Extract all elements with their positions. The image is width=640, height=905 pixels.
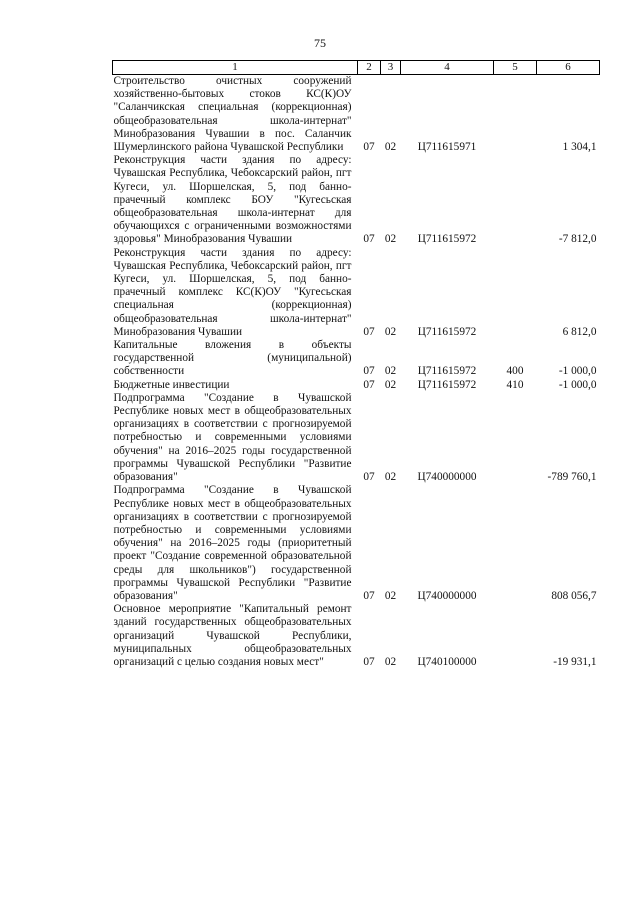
row-expense-type: 410 xyxy=(506,378,524,391)
table-row xyxy=(113,379,600,392)
row-target-article: Ц711615972 xyxy=(417,233,477,246)
row-target-article: Ц711615972 xyxy=(417,378,477,391)
row-amount: 1 304,1 xyxy=(562,141,597,154)
header-col-3: 3 xyxy=(381,61,401,75)
row-subsection: 02 xyxy=(384,589,397,602)
row-description: Бюджетные инвестиции xyxy=(113,378,230,391)
table-row xyxy=(113,154,600,246)
row-subsection: 02 xyxy=(384,233,397,246)
row-subsection: 02 xyxy=(384,655,397,668)
row-expense-type xyxy=(494,484,537,603)
row-target-article: Ц740000000 xyxy=(417,589,477,602)
row-subsection: 02 xyxy=(384,471,397,484)
row-section: 07 xyxy=(363,325,375,338)
row-expense-type xyxy=(494,75,537,155)
row-amount: -789 760,1 xyxy=(547,471,597,484)
header-col-1: 1 xyxy=(113,61,358,75)
row-target-article: Ц740100000 xyxy=(417,655,477,668)
row-subsection: 02 xyxy=(384,325,397,338)
header-col-5: 5 xyxy=(494,61,537,75)
row-target-article: Ц711615972 xyxy=(417,325,477,338)
row-expense-type xyxy=(494,154,537,246)
row-target-article: Ц711615971 xyxy=(417,141,477,154)
row-amount: -1 000,0 xyxy=(558,378,597,391)
row-amount: -19 931,1 xyxy=(553,655,597,668)
row-section: 07 xyxy=(363,589,375,602)
row-amount: -7 812,0 xyxy=(558,233,597,246)
row-section: 07 xyxy=(363,655,375,668)
row-description: Подпрограмма "Создание в Чувашской Республике новых мест в общеобразовательных организациях в соответствии с прогнозируемой потребностью и современными условиями обучения" на 2016–2025 годы государственной программы Чувашской Республики "Развитие образования" xyxy=(113,391,352,484)
row-expense-type xyxy=(494,392,537,484)
row-description: Подпрограмма "Создание в Чувашской Республике новых мест в общеобразовательных организациях в соответствии с прогнозируемой потребностью и современными условиями обучения" на 2016–2025 годы (приоритетный проект "Создание современной образовательной среды для школьников") государственной программы Чувашской Республики "Развитие образования" xyxy=(113,484,352,602)
table-body xyxy=(113,75,600,670)
table-row xyxy=(113,392,600,484)
row-target-article: Ц711615972 xyxy=(417,365,477,378)
row-description: Реконструкция части здания по адресу: Чувашская Республика, Чебоксарский район, пгт Кугеси, ул. Шоршелская, 5, под банно-прачечный комплекс БОУ "Кугесьская общеобразовательная школа-интернат для обучающихся с ограниченными возможностями здоровья" Минобразования Чувашии xyxy=(113,154,352,246)
header-col-2: 2 xyxy=(358,61,381,75)
table-row xyxy=(113,75,600,155)
row-section: 07 xyxy=(363,378,375,391)
row-description: Строительство очистных сооружений хозяйственно-бытовых стоков КС(К)ОУ "Саланчикская специальная (коррекционная) общеобразовательная школа-интернат" Минобразования Чувашии в пос. Саланчик Шумерлинского района Чувашской Республики xyxy=(113,75,352,154)
table-row xyxy=(113,339,600,379)
row-subsection: 02 xyxy=(384,378,397,391)
row-target-article: Ц740000000 xyxy=(417,471,477,484)
row-description: Реконструкция части здания по адресу: Чувашская Республика, Чебоксарский район, пгт Кугеси, ул. Шоршелская, 5, под банно-прачечный комплекс КС(К)ОУ "Кугесьская специальная (коррекционная) общеобразовательная школа-интернат" Минобразования Чувашии xyxy=(113,246,352,338)
row-expense-type xyxy=(494,247,537,339)
row-description: Капитальные вложения в объекты государственной (муниципальной) собственности xyxy=(113,339,352,378)
row-expense-type xyxy=(494,603,537,669)
row-section: 07 xyxy=(363,141,375,154)
table-row xyxy=(113,603,600,669)
table-row xyxy=(113,247,600,339)
row-amount: 808 056,7 xyxy=(551,589,597,602)
row-section: 07 xyxy=(363,233,375,246)
row-section: 07 xyxy=(363,471,375,484)
row-amount: 6 812,0 xyxy=(562,325,597,338)
row-description: Основное мероприятие "Капитальный ремонт зданий государственных общеобразовательных организаций Чувашской Республики, муниципальных общеобразовательных организаций с целью создания новых мест" xyxy=(113,603,352,668)
page-number: 75 xyxy=(314,36,326,50)
budget-table xyxy=(112,60,600,669)
table-row xyxy=(113,484,600,603)
row-subsection: 02 xyxy=(384,365,397,378)
header-row xyxy=(113,61,600,75)
row-amount: -1 000,0 xyxy=(558,365,597,378)
header-col-4: 4 xyxy=(401,61,494,75)
row-expense-type: 400 xyxy=(506,365,524,378)
row-subsection: 02 xyxy=(384,141,397,154)
row-section: 07 xyxy=(363,365,375,378)
header-col-6: 6 xyxy=(537,61,600,75)
table-header xyxy=(113,61,600,75)
